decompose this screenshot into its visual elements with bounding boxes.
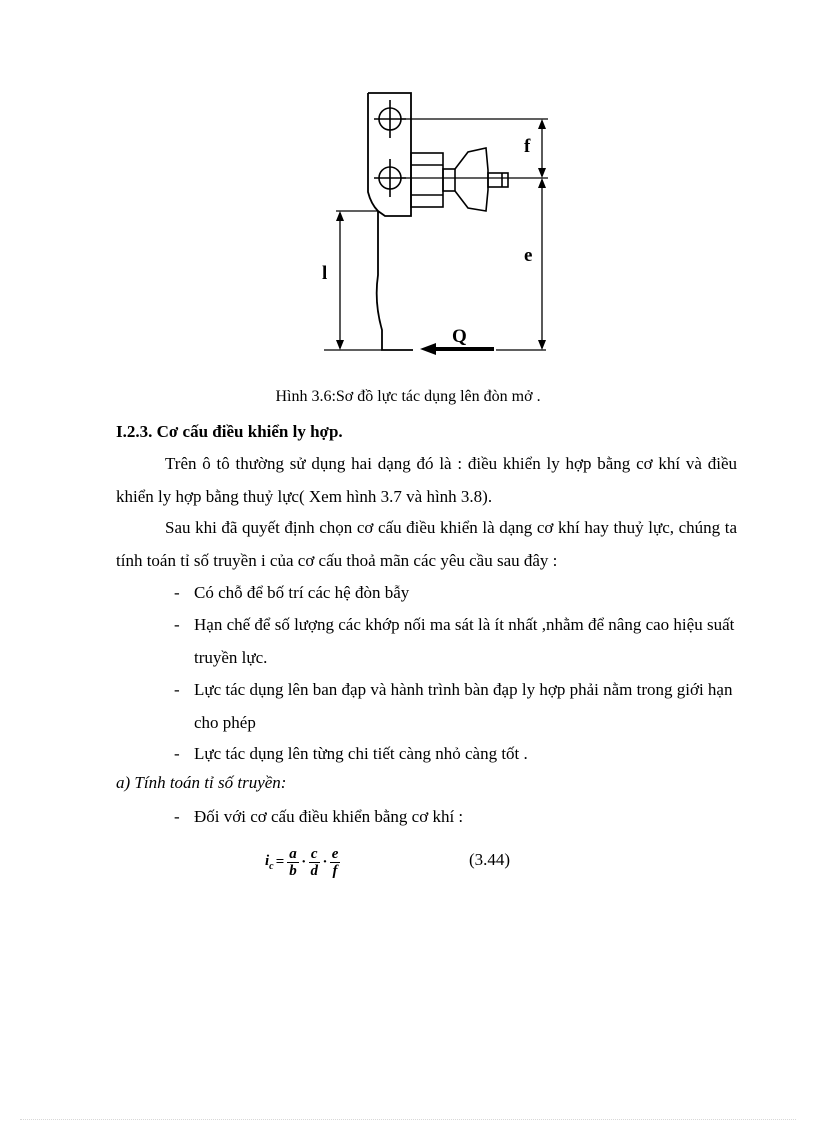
list-item-text: Đối với cơ cấu điều khiển bằng cơ khí : bbox=[194, 807, 464, 826]
list-item bbox=[174, 800, 737, 833]
page-bottom-divider bbox=[20, 1119, 796, 1120]
list-item bbox=[174, 576, 737, 609]
bullet-dash: - bbox=[174, 615, 180, 634]
formula-dot: · bbox=[301, 853, 306, 870]
list-item-text: Lực tác dụng lên ban đạp và hành trình bàn đạp ly hợp phải nằm trong giới hạn cho phép bbox=[194, 680, 733, 732]
bullet-dash: - bbox=[174, 680, 180, 699]
paragraph: Trên ô tô thường sử dụng hai dạng đó là : điều khiển ly hợp bằng cơ khí và điều khiển ly hợp bằng thuỷ lực( Xem hình 3.7 và hình 3.8). bbox=[116, 454, 737, 506]
list-item bbox=[174, 737, 737, 770]
list-item-text: Có chỗ để bố trí các hệ đòn bẫy bbox=[194, 583, 410, 602]
formula-fraction: $\frac{e}{f}$ bbox=[331, 845, 339, 879]
bullet-dash: - bbox=[174, 744, 180, 763]
list-item bbox=[174, 608, 737, 674]
label-e: e bbox=[524, 245, 533, 266]
formula-fraction: $\frac{a}{b}$ bbox=[289, 845, 297, 879]
list-item-text: Hạn chế để số lượng các khớp nối ma sát là ít nhất ,nhằm để nâng cao hiệu suất truyền lực. bbox=[194, 615, 735, 667]
dim-e-arrow-top bbox=[538, 178, 546, 188]
bullet-dash: - bbox=[174, 583, 180, 602]
label-q: Q bbox=[452, 326, 467, 347]
gear-ratio-formula bbox=[265, 842, 341, 882]
paragraph: Sau khi đã quyết định chọn cơ cấu điều khiển là dạng cơ khí hay thuỷ lực, chúng ta tính toán tỉ số truyền i của cơ cấu thoả mãn các yêu cầu sau đây : bbox=[116, 518, 737, 570]
subsection-heading: a) Tính toán tỉ số truyền: bbox=[116, 773, 287, 792]
dim-e-arrow-bottom bbox=[538, 340, 546, 350]
list-item-text: Lực tác dụng lên từng chi tiết càng nhỏ càng tốt . bbox=[194, 744, 528, 763]
list-item bbox=[174, 673, 737, 739]
lever-diagram-svg bbox=[300, 80, 580, 375]
label-f: f bbox=[524, 136, 531, 157]
adjusting-bolt bbox=[411, 148, 508, 211]
equation-number: (3.44) bbox=[469, 850, 511, 869]
dim-l-arrow-bottom bbox=[336, 340, 344, 350]
lever-force-diagram bbox=[300, 80, 580, 375]
formula-dot: · bbox=[322, 853, 327, 870]
force-q-arrowhead bbox=[420, 343, 436, 355]
formula-lhs: $i_c$ bbox=[265, 852, 274, 872]
figure-caption: Hình 3.6:Sơ đồ lực tác dụng lên đòn mở . bbox=[275, 388, 541, 405]
dim-l-arrow-top bbox=[336, 211, 344, 221]
formula-equals: = bbox=[275, 853, 285, 870]
section-heading: I.2.3. Cơ cấu điều khiển ly hợp. bbox=[116, 422, 343, 441]
dim-f-arrow-top bbox=[538, 119, 546, 129]
label-l: l bbox=[322, 263, 328, 284]
lever-left-edge bbox=[368, 93, 378, 211]
dim-f-arrow-bottom bbox=[538, 168, 546, 178]
bullet-dash: - bbox=[174, 807, 180, 826]
formula-fraction: $\frac{c}{d}$ bbox=[310, 845, 318, 879]
